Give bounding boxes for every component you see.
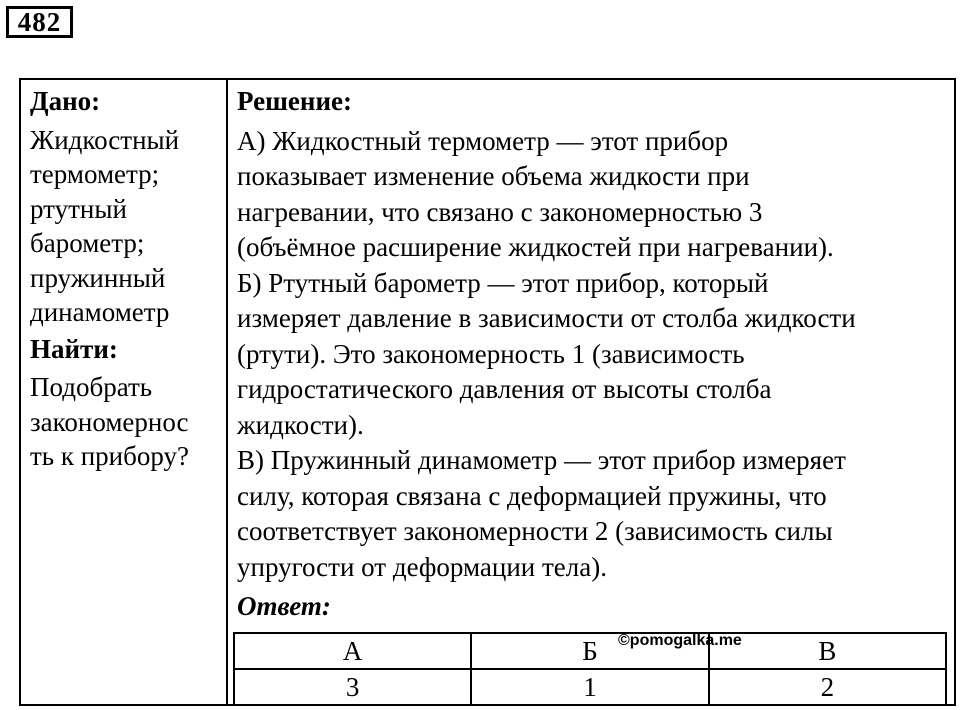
given-heading: Дано: <box>30 86 101 116</box>
find-heading: Найти: <box>30 333 118 364</box>
answer-header-row <box>234 633 946 669</box>
answer-header-cell: А <box>234 633 471 669</box>
given-line: динамометр <box>30 297 170 327</box>
solution-heading: Решение: <box>237 86 352 116</box>
problem-number: 482 <box>6 6 73 38</box>
find-line: закономернос <box>30 406 189 437</box>
given-text <box>30 123 225 330</box>
watermark: ©pomogalka.me <box>618 632 742 649</box>
given-line: Жидкостный <box>30 124 180 155</box>
solution-table <box>19 78 956 706</box>
given-line: ртутный <box>30 193 127 224</box>
given-line: термометр; <box>30 159 160 189</box>
find-line: Подобрать <box>30 372 153 402</box>
answer-value-cell: 3 <box>234 669 471 705</box>
answer-header-cell: В <box>709 633 946 669</box>
answer-value-cell: 2 <box>709 669 946 705</box>
solution-paragraph-c: В) Пружинный динамометр — этот прибор измеряет силу, которая связана с деформацией пружины, что соответствует закономерности 2 (зависимость силы упругости от деформации тела). <box>237 445 846 582</box>
column-divider <box>226 80 228 704</box>
solution-paragraph-b: Б) Ртутный барометр — этот прибор, который измеряет давление в зависимости от столба жидкости (ртути). Это закономерность 1 (зависимость гидростатического давления от высоты столба жидкости). <box>237 267 856 440</box>
answer-label: Ответ: <box>237 591 331 621</box>
solution-column <box>237 84 949 585</box>
answer-value-cell: 1 <box>471 669 708 705</box>
given-line: барометр; <box>30 228 145 258</box>
answer-value-row <box>234 669 946 705</box>
given-column <box>30 84 225 476</box>
answer-header-cell: Б <box>471 633 708 669</box>
answer-table <box>233 632 947 706</box>
given-line: пружинный <box>30 262 166 293</box>
solution-paragraph-a: А) Жидкостный термометр — этот прибор показывает изменение объема жидкости при нагревании, что связано с закономерностью 3 (объёмное расширение жидкостей при нагревании). <box>237 125 834 262</box>
find-text <box>30 370 225 474</box>
find-line: ть к прибору? <box>30 441 189 471</box>
